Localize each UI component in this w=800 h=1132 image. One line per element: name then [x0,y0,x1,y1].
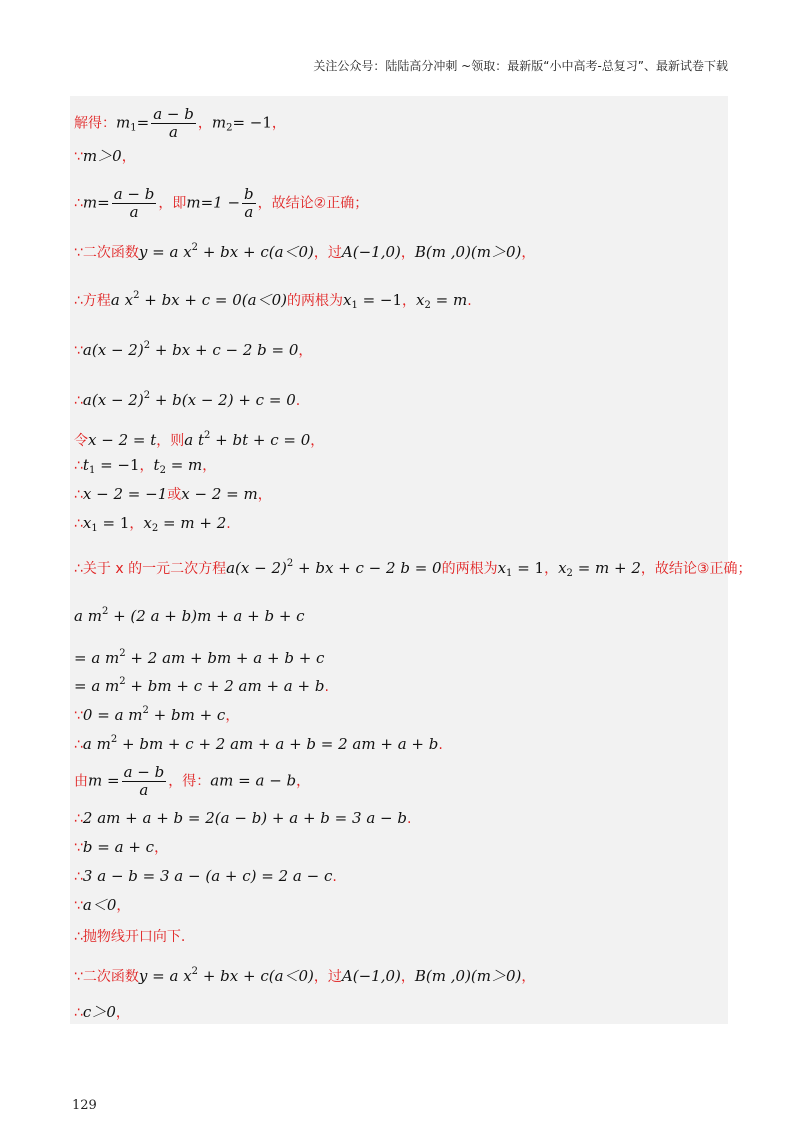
line-conclusion-3: ∴关于 x 的一元二次方程$a(x - 2)^2$ + bx + c − 2 b = 0的两根为$x_1 = 1$，$x_2 = m + 2$，故结论③正确； [74,558,752,579]
line-simplify: ∴a $m^2$ + bm + c + 2 am + a + b = 2 am + a + b. [74,734,443,753]
page-header: 关注公众号：陆陆高分冲刺 ~领取：最新版“小中高考-总复习”、最新试卷下载 [313,59,728,73]
line-substitute-am: ∴2 am + a + b = 2(a − b) + a + b = 3 a − b. [74,809,412,827]
page-number: 129 [72,1098,97,1113]
line-from-m: 由m = $\frac{a - b}{a}$ ，得：am = a − b， [74,763,311,799]
line-shifted-equation: ∵a(x − 2)$^2$ + bx + c − 2 b = 0， [74,340,313,359]
line-solve-roots: 解得：$m_1=$ $\frac{a - b}{a}$ ，$m_2= -1$， [74,105,286,141]
line-expression: a $m^2 + (2$ a + b)m + a + b + c [74,606,305,625]
line-rewrite-equation: ∴a(x − 2)$^2$ + b(x − 2) + c = 0. [74,390,301,409]
line-parabola-opens-down: ∴抛物线开口向下. [74,929,186,945]
line-conclusion-2: ∴m= $\frac{a - b}{a}$ ，即m=1 − $\frac{b}{a}$ ，故结论②正确； [74,185,369,221]
line-substitution: 令x − 2 = t，则a $t^2$ + bt + c = 0， [74,430,325,449]
line-b-relation: ∵b = a + c， [74,838,169,856]
line-zero-identity: ∵0 = a $m^2$ + bm + c， [74,705,240,724]
line-quadratic-function: ∵二次函数y = a $x^2$ + bx + c(a＜0)，过A(−1,0)，B(m ,0)(m＞0)， [74,242,536,261]
line-x-cases: ∴x − 2 = −1或x − 2 = m， [74,485,272,503]
line-equation-roots: ∴方程a $x^2$ + bx + c = 0(a＜0)的两根为$x_1 = -1$，$x_2 = m$. [74,290,472,311]
solution-content [70,96,752,1024]
line-expand-1: = a $m^2 + 2$ am + bm + a + b + c [74,648,325,667]
line-x-roots: $\therefore x_1 = 1$，$x_2 = m + 2$. [74,514,231,534]
line-quadratic-function-repeat: ∵二次函数y = a $x^2$ + bx + c(a＜0)，过A(−1,0)，B(m ,0)(m＞0)， [74,966,536,985]
line-t-roots: $\therefore t_1 = -1$，$t_2 = m$， [74,456,217,476]
line-m-positive: ∵m＞0， [74,147,136,165]
line-c-positive: ∴c＞0， [74,1003,130,1021]
line-a-negative: ∵a＜0， [74,896,131,914]
fraction: $\frac{a - b}{a}$ [153,105,194,141]
line-expand-2: = a $m^2$ + bm + c + 2 am + a + b. [74,676,329,695]
line-3a-minus-b: ∴3 a − b = 3 a − (a + c) = 2 a − c. [74,867,337,885]
